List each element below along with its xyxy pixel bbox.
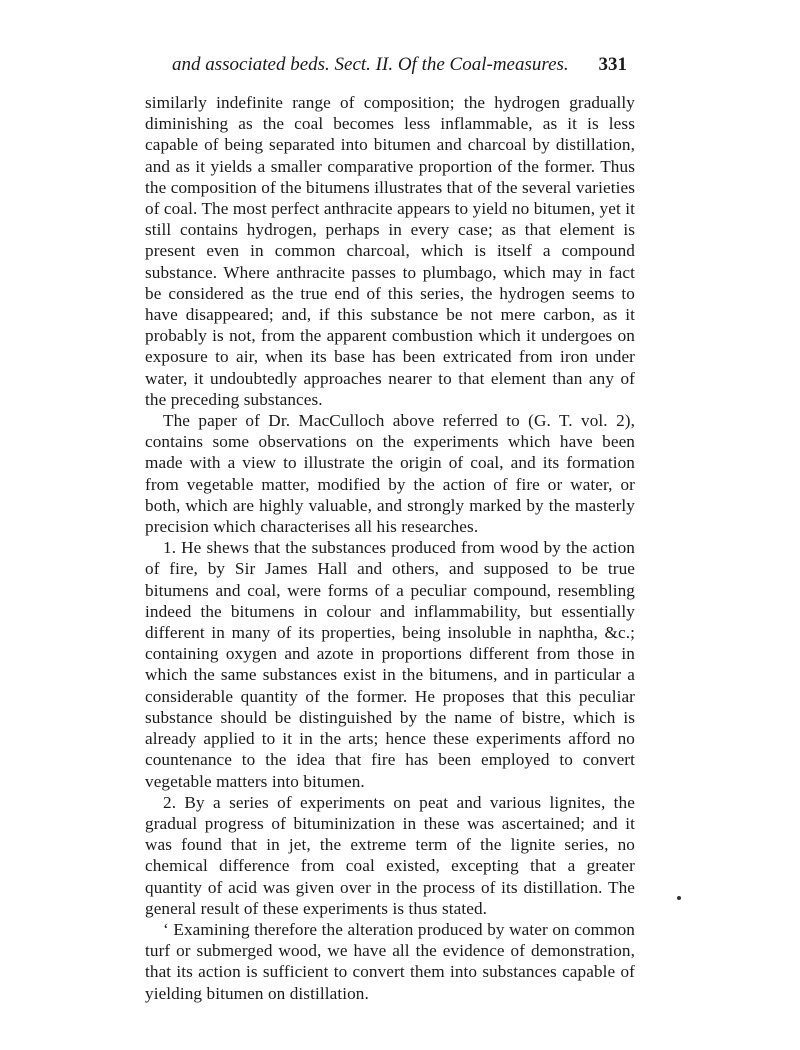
paragraph-point-2: 2. By a series of experiments on peat and various lignites, the gradual progress of bituminization in these was ascertained; and it was found that in jet, the extreme term of the lignite series, no chemical difference from coal existed, excepting that a greater quantity of acid was given over in the process of its distillation. The general result of these experiments is thus stated. — [145, 792, 635, 918]
running-head — [172, 50, 627, 80]
margin-dot — [677, 896, 681, 900]
paragraph-macculloch: The paper of Dr. MacCulloch above referred to (G. T. vol. 2), contains some observations on the experiments which have been made with a view to illustrate the origin of coal, and its formation from vegetable matter, modified by the action of fire or water, or both, which are highly valuable, and strongly marked by the masterly precision which characterises all his researches. — [145, 411, 635, 537]
running-head-title: and associated beds. Sect. II. Of the Coal-measures. — [172, 54, 569, 75]
paragraph-point-1: 1. He shews that the substances produced from wood by the action of fire, by Sir James Hall and others, and supposed to be true bitumens and coal, were forms of a peculiar compound, resembling indeed the bitumens in colour and inflammability, but essentially different in many of its properties, being insoluble in naphtha, &c.; containing oxygen and azote in proportions different from those in which the same substances exist in the bitumens, and in particular a considerable quantity of the former. He proposes that this peculiar substance should be distinguished by the name of bistre, which is already applied to it in the arts; hence these experiments afford no countenance to the idea that fire has been employed to convert vegetable matters into bitumen. — [145, 538, 635, 791]
paragraph-continued: similarly indefinite range of composition; the hydrogen gradually diminishing as the coal becomes less inflammable, as it is less capable of being separated into bitumen and charcoal by distillation, and as it yields a smaller comparative proportion of the former. Thus the composition of the bitumens illustrates that of the several varieties of coal. The most perfect anthracite appears to yield no bitumen, yet it still contains hydrogen, perhaps in every case; as that element is present even in common charcoal, which is itself a compound substance. Where anthracite passes to plumbago, which may in fact be considered as the true end of this series, the hydrogen seems to have disappeared; and, if this substance be not mere carbon, as it probably is not, from the apparent combustion which it undergoes on exposure to air, when its base has been extricated from iron under water, it undoubtedly approaches nearer to that element than any of the preceding substances. — [145, 93, 635, 409]
body-text — [145, 92, 635, 1004]
page-number: 331 — [598, 54, 627, 75]
paragraph-quotation: ‘ Examining therefore the alteration produced by water on common turf or submerged wood, we have all the evidence of demonstration, that its action is sufficient to convert them into substances capable of yielding bitumen on distillation. — [145, 919, 635, 1003]
